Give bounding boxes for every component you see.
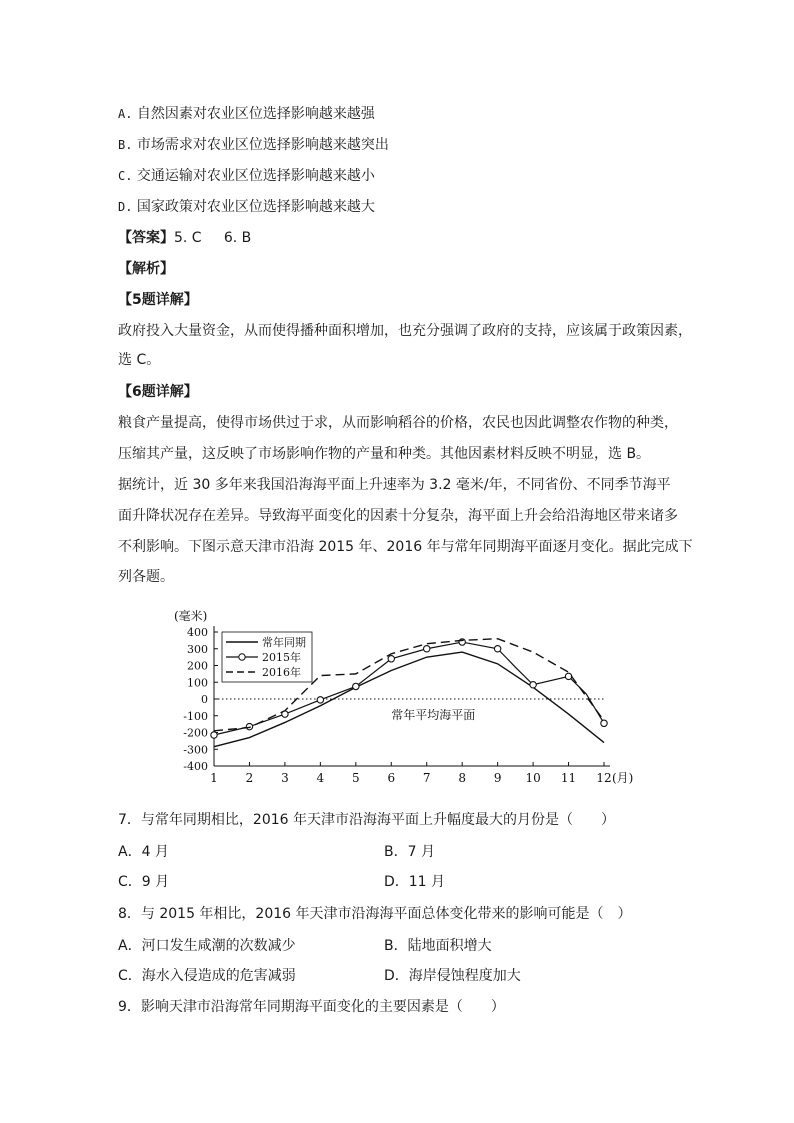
series-2015-point	[246, 723, 252, 729]
q7-stem: 7．与常年同期相比，2016 年天津市沿海海平面上升幅度最大的月份是（ ）	[118, 812, 615, 828]
sea-level-chart	[168, 600, 634, 790]
x-tick-label: 6	[387, 771, 396, 785]
intro-line4: 列各题。	[118, 569, 174, 585]
series-2015-point	[353, 683, 359, 689]
intro-line3: 不利影响。下图示意天津市沿海 2015 年、2016 年与常年同期海平面逐月变化。据此完成下	[118, 539, 693, 555]
series-2015-point	[317, 697, 323, 703]
answer-line	[118, 228, 251, 248]
y-tick-label: -200	[183, 726, 208, 740]
answer-label: 【答案】	[118, 230, 174, 246]
y-tick-label: 0	[201, 693, 208, 706]
legend-2016-label: 2016年	[262, 666, 301, 679]
x-tick-label: 5	[351, 771, 360, 785]
x-tick-label: 12	[596, 771, 612, 785]
x-tick-label: 1	[210, 771, 218, 785]
detail5-line2: 选 C。	[118, 352, 161, 368]
option-c	[118, 166, 375, 186]
q9-stem: 9．影响天津市沿海常年同期海平面变化的主要因素是（ ）	[118, 999, 505, 1015]
q7-option-a: A．4 月	[118, 844, 169, 860]
intro-line2: 面升降状况存在差异。导致海平面变化的因素十分复杂，海平面上升会给沿海地区带来诸多	[118, 508, 678, 524]
detail6-line1: 粮食产量提高，使得市场供过于求，从而影响稻谷的价格，农民也因此调整农作物的种类，	[118, 415, 678, 431]
option-a	[118, 104, 375, 124]
q8-option-a: A．河口发生咸潮的次数减少	[118, 938, 296, 954]
y-tick-label: -300	[183, 743, 208, 757]
option-text: 国家政策对农业区位选择影响越来越大	[136, 199, 375, 215]
analysis-label: 【解析】	[118, 261, 174, 277]
x-axis-unit: (月)	[612, 771, 634, 785]
x-tick-label: 3	[281, 771, 289, 785]
x-tick-label: 9	[493, 771, 502, 785]
y-tick-label: -100	[183, 709, 208, 723]
series-2015-point	[388, 656, 394, 662]
intro-line1: 据统计，近 30 多年来我国沿海海平面上升速率为 3.2 毫米/年，不同省份、不同季节海平	[118, 477, 671, 493]
x-tick-label: 10	[525, 771, 541, 785]
detail5-title: 【5题详解】	[118, 292, 198, 308]
option-text: 交通运输对农业区位选择影响越来越小	[136, 168, 375, 184]
q8-stem: 8．与 2015 年相比，2016 年天津市沿海海平面总体变化带来的影响可能是（ ）	[118, 906, 632, 922]
x-tick-label: 11	[560, 771, 577, 785]
y-tick-label: 100	[187, 676, 208, 690]
y-tick-label: 300	[187, 642, 208, 656]
x-tick-label: 2	[245, 771, 254, 785]
series-2015-point	[530, 682, 536, 688]
detail6-title: 【6题详解】	[118, 384, 198, 400]
detail6-line2: 压缩其产量，这反映了市场影响作物的产量和种类。其他因素材料反映不明显，选 B。	[118, 446, 651, 462]
option-letter: C.	[118, 169, 133, 183]
y-tick-label: 400	[187, 626, 208, 639]
legend-2015-label: 2015年	[262, 651, 301, 664]
option-letter: A.	[118, 107, 133, 121]
answer-5: 5. C	[174, 230, 202, 246]
option-text: 市场需求对农业区位选择影响越来越突出	[136, 137, 389, 153]
q7-option-d: D．11 月	[384, 874, 446, 890]
x-tick-label: 8	[458, 771, 467, 785]
series-2015-point	[601, 720, 607, 726]
option-d	[118, 197, 375, 217]
y-tick-label: -400	[183, 760, 208, 773]
option-letter: D.	[118, 200, 133, 214]
series-2015-point	[211, 732, 217, 738]
x-tick-label: 4	[316, 771, 325, 785]
q8-option-b: B．陆地面积增大	[384, 938, 492, 954]
option-text: 自然因素对农业区位选择影响越来越强	[136, 106, 375, 122]
legend-normal-label: 常年同期	[262, 636, 306, 649]
q7-option-b: B．7 月	[384, 844, 435, 860]
q8-option-d: D．海岸侵蚀程度加大	[384, 968, 521, 984]
q7-option-c: C．9 月	[118, 874, 170, 890]
detail5-line1: 政府投入大量资金，从而使得播种面积增加，也充分强调了政府的支持，应该属于政策因素，	[118, 323, 692, 339]
series-2015-point	[424, 646, 430, 652]
y-axis-label: (毫米)	[174, 609, 208, 623]
option-b	[118, 135, 389, 155]
option-letter: B.	[118, 138, 133, 152]
series-2015-point	[494, 646, 500, 652]
q8-option-c: C．海水入侵造成的危害减弱	[118, 968, 296, 984]
legend-2015-marker	[239, 654, 245, 660]
y-tick-label: 200	[187, 659, 208, 673]
answer-6: 6. B	[223, 230, 252, 246]
baseline-label: 常年平均海平面	[391, 708, 476, 722]
x-tick-label: 7	[422, 771, 431, 785]
